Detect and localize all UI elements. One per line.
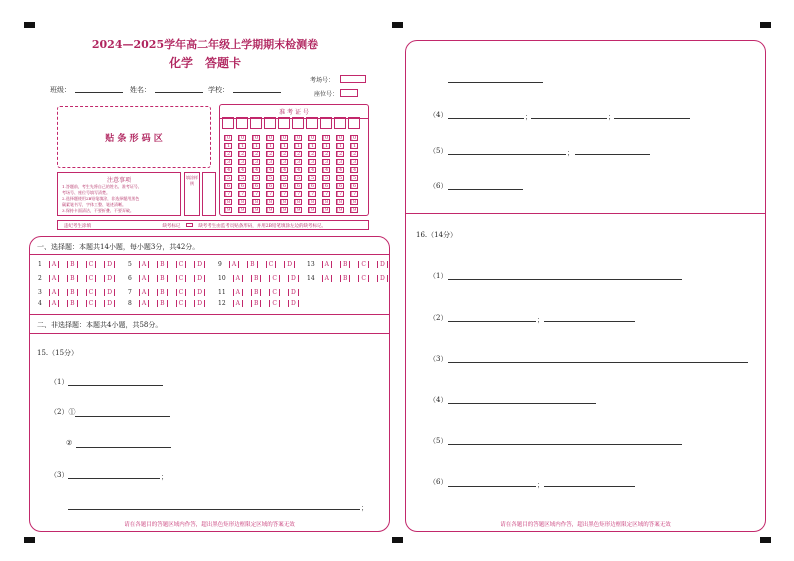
q16-4-answer[interactable] <box>448 403 596 404</box>
id-bubble[interactable]: [7] <box>351 191 359 197</box>
mc-option-D[interactable]: D <box>194 300 205 307</box>
mc-option-C[interactable]: C <box>358 261 369 268</box>
id-bubble[interactable]: [2] <box>309 151 317 157</box>
id-digit-box[interactable] <box>278 117 290 129</box>
mc-option-A[interactable]: A <box>49 289 59 296</box>
mc-option-D[interactable]: D <box>104 275 115 282</box>
id-bubble[interactable]: [9] <box>309 207 317 213</box>
mc-option-B[interactable]: B <box>340 275 350 282</box>
mc-option-A[interactable]: A <box>322 261 332 268</box>
mc-question-2 <box>38 275 119 282</box>
mc-option-B[interactable]: B <box>251 289 261 296</box>
id-bubble[interactable]: [7] <box>225 191 233 197</box>
corner-mark <box>24 537 35 543</box>
mc-option-B[interactable]: B <box>157 289 167 296</box>
id-bubble[interactable]: [7] <box>253 191 261 197</box>
mc-option-D[interactable]: D <box>288 300 299 307</box>
q15-1-label: （1） <box>50 378 69 386</box>
id-bubble[interactable]: [2] <box>239 151 247 157</box>
mc-option-A[interactable]: A <box>233 300 243 307</box>
id-bubble[interactable]: [6] <box>295 183 303 189</box>
mc-question-1 <box>38 261 119 268</box>
mc-question-4 <box>38 300 119 307</box>
q16-label: 16.（14分） <box>416 231 458 239</box>
id-bubble[interactable]: [1] <box>239 143 247 149</box>
id-digit-box[interactable] <box>264 117 276 129</box>
notes-line: 考场号、座位号填写清楚。 <box>62 190 110 195</box>
mc-number: 9 <box>218 261 222 268</box>
id-bubble[interactable]: [8] <box>309 199 317 205</box>
id-bubble[interactable]: [8] <box>281 199 289 205</box>
mc-option-A[interactable]: A <box>139 275 149 282</box>
semicolon: ； <box>361 504 368 512</box>
q15-5-label: （5） <box>429 147 448 155</box>
id-bubble[interactable]: [8] <box>323 199 331 205</box>
q16-1-label: （1） <box>429 272 448 280</box>
id-bubble[interactable]: [7] <box>337 191 345 197</box>
barcode-area <box>57 106 211 168</box>
id-bubble[interactable]: [1] <box>337 143 345 149</box>
corner-mark <box>24 22 35 28</box>
q16-5-answer[interactable] <box>448 444 682 445</box>
mc-option-A[interactable]: A <box>233 275 243 282</box>
q15-2b-label: ② <box>66 439 73 447</box>
mc-option-B[interactable]: B <box>67 261 77 268</box>
id-bubble[interactable]: [2] <box>351 151 359 157</box>
q15-4a-answer[interactable] <box>448 118 524 119</box>
id-bubble[interactable]: [3] <box>323 159 331 165</box>
id-bubble[interactable]: [9] <box>225 207 233 213</box>
id-bubble[interactable]: [7] <box>267 191 275 197</box>
id-bubble[interactable]: [2] <box>323 151 331 157</box>
q15-5a-answer[interactable] <box>448 154 566 155</box>
id-bubble[interactable]: [3] <box>351 159 359 165</box>
id-bubble[interactable]: [9] <box>295 207 303 213</box>
corner-mark <box>760 22 771 28</box>
mc-option-C[interactable]: C <box>86 261 97 268</box>
id-bubble[interactable]: [4] <box>337 167 345 173</box>
footer-note: 请在各题目的答题区域内作答，超出黑色矩形边框限定区域的答案无效 <box>124 522 295 528</box>
mc-question-13 <box>307 261 392 268</box>
notes-text <box>58 184 180 214</box>
id-bubble[interactable]: [8] <box>239 199 247 205</box>
footer-note: 请在各题目的答题区域内作答，超出黑色矩形边框限定区域的答案无效 <box>500 522 671 528</box>
mc-option-C[interactable]: C <box>269 300 280 307</box>
id-bubble[interactable]: [3] <box>239 159 247 165</box>
notes-line: 1.答题前，考生先将自己的姓名、准考证号、 <box>62 184 142 189</box>
mc-option-B[interactable]: B <box>247 261 257 268</box>
id-bubble[interactable]: [5] <box>309 175 317 181</box>
id-digit-box[interactable] <box>306 117 318 129</box>
id-bubble[interactable]: [2] <box>225 151 233 157</box>
id-bubble[interactable]: [3] <box>295 159 303 165</box>
id-bubble[interactable]: [4] <box>239 167 247 173</box>
id-bubble[interactable]: [4] <box>225 167 233 173</box>
id-bubble[interactable]: [6] <box>239 183 247 189</box>
id-digit-box[interactable] <box>236 117 248 129</box>
mc-question-8 <box>128 300 209 307</box>
mc-option-C[interactable]: C <box>86 275 97 282</box>
corner-mark <box>392 537 403 543</box>
divider <box>30 314 389 315</box>
id-bubble[interactable]: [5] <box>267 175 275 181</box>
id-bubble[interactable]: [5] <box>295 175 303 181</box>
mc-option-D[interactable]: D <box>377 261 388 268</box>
notes-line: 3.保持卡面清洁，不要折叠、不要弄破。 <box>62 208 134 213</box>
id-bubble[interactable]: [4] <box>351 167 359 173</box>
mc-option-B[interactable]: B <box>251 275 261 282</box>
q15-label: 15.（15分） <box>37 349 79 357</box>
id-bubble[interactable]: [1] <box>267 143 275 149</box>
id-bubble[interactable]: [5] <box>253 175 261 181</box>
id-bubble[interactable]: [8] <box>253 199 261 205</box>
divider <box>406 213 765 214</box>
id-label: 准 考 证 号 <box>220 107 368 119</box>
id-bubble[interactable]: [9] <box>351 207 359 213</box>
id-bubble[interactable]: [1] <box>295 143 303 149</box>
id-bubble[interactable]: [0] <box>281 135 289 141</box>
mc-option-A[interactable]: A <box>229 261 239 268</box>
q15-2a-answer[interactable] <box>75 416 170 417</box>
notes-title: 注意事项 <box>106 177 131 184</box>
id-bubble[interactable]: [6] <box>337 183 345 189</box>
semicolon: ； <box>567 149 574 157</box>
q15-4b-answer[interactable] <box>531 118 607 119</box>
id-bubble[interactable]: [2] <box>253 151 261 157</box>
mc-option-B[interactable]: B <box>157 300 167 307</box>
divider <box>30 254 389 255</box>
section2-title: 二、非选择题：本题共4小题，共58分。 <box>37 321 163 329</box>
id-bubble[interactable]: [5] <box>239 175 247 181</box>
q15-6-answer[interactable] <box>448 189 523 190</box>
id-bubble[interactable]: [6] <box>253 183 261 189</box>
id-bubble[interactable]: [6] <box>281 183 289 189</box>
id-bubble[interactable]: [8] <box>337 199 345 205</box>
mc-option-C[interactable]: C <box>269 275 280 282</box>
q15-4c-answer[interactable] <box>614 118 690 119</box>
q15-2-label: （2）① <box>50 408 76 416</box>
mc-number: 4 <box>38 300 42 307</box>
mc-number: 3 <box>38 289 42 296</box>
mc-option-A[interactable]: A <box>49 300 59 307</box>
semicolon: ； <box>161 473 168 481</box>
mc-number: 8 <box>128 300 132 307</box>
divider <box>30 333 389 334</box>
name-label: 姓名： <box>130 86 151 94</box>
id-digit-box[interactable] <box>292 117 304 129</box>
id-bubble[interactable]: [6] <box>267 183 275 189</box>
exam-title: 2024—2025学年高二年级上学期期末检测卷 <box>91 38 319 51</box>
id-bubble[interactable]: [4] <box>253 167 261 173</box>
mc-option-D[interactable]: D <box>288 275 299 282</box>
semicolon: ； <box>525 113 532 121</box>
id-bubble[interactable]: [0] <box>337 135 345 141</box>
notes-line: 2.选择题使用2B铅笔填涂，非选择题用黑色 <box>62 196 140 201</box>
exam-room-box[interactable] <box>340 75 366 83</box>
id-bubble[interactable]: [2] <box>267 151 275 157</box>
mc-option-A[interactable]: A <box>322 275 332 282</box>
q16-3-answer[interactable] <box>448 362 748 363</box>
id-bubble[interactable]: [0] <box>351 135 359 141</box>
q16-6b-answer[interactable] <box>544 486 635 487</box>
semicolon: ； <box>608 113 615 121</box>
mc-question-3 <box>38 289 119 296</box>
seat-label: 座位号： <box>314 91 339 98</box>
id-bubble[interactable]: [0] <box>267 135 275 141</box>
exam-room-label: 考场号： <box>310 77 335 84</box>
id-digit-box[interactable] <box>250 117 262 129</box>
id-bubble[interactable]: [0] <box>253 135 261 141</box>
mc-option-B[interactable]: B <box>251 300 261 307</box>
id-bubble[interactable]: [8] <box>351 199 359 205</box>
id-bubble[interactable]: [8] <box>295 199 303 205</box>
mc-option-A[interactable]: A <box>139 300 149 307</box>
absent-note: 缺考考生由监考员贴条形码，并用2B铅笔填涂左边的缺考标记。 <box>198 224 326 229</box>
semicolon: ； <box>537 316 544 324</box>
mc-number: 12 <box>218 300 226 307</box>
q15-4-label: （4） <box>429 111 448 119</box>
right-answer-panel <box>405 40 766 532</box>
mc-option-C[interactable]: C <box>269 289 280 296</box>
seat-box[interactable] <box>340 89 358 97</box>
id-bubble[interactable]: [8] <box>267 199 275 205</box>
id-bubble[interactable]: [6] <box>351 183 359 189</box>
violation-strip <box>57 220 369 230</box>
mc-question-6 <box>128 275 209 282</box>
id-bubble[interactable]: [2] <box>281 151 289 157</box>
id-bubble[interactable]: [5] <box>281 175 289 181</box>
id-bubble[interactable]: [8] <box>225 199 233 205</box>
id-bubble[interactable]: [2] <box>295 151 303 157</box>
mc-option-D[interactable]: D <box>284 261 295 268</box>
mc-option-A[interactable]: A <box>49 261 59 268</box>
id-bubble[interactable]: [6] <box>225 183 233 189</box>
section1-title: 一、选择题：本题共14小题，每小题3分，共42分。 <box>37 243 200 251</box>
id-bubble[interactable]: [9] <box>239 207 247 213</box>
id-bubble[interactable]: [1] <box>323 143 331 149</box>
id-bubble[interactable]: [7] <box>309 191 317 197</box>
q16-2b-answer[interactable] <box>544 321 635 322</box>
id-bubble[interactable]: [7] <box>323 191 331 197</box>
mc-option-D[interactable]: D <box>104 300 115 307</box>
mc-question-5 <box>128 261 209 268</box>
id-bubble[interactable]: [3] <box>281 159 289 165</box>
mc-number: 14 <box>307 275 315 282</box>
id-bubble[interactable]: [7] <box>295 191 303 197</box>
mc-option-A[interactable]: A <box>139 261 149 268</box>
q16-6a-answer[interactable] <box>448 486 536 487</box>
mc-number: 5 <box>128 261 132 268</box>
id-bubble[interactable]: [0] <box>239 135 247 141</box>
id-bubble[interactable]: [9] <box>253 207 261 213</box>
mc-option-B[interactable]: B <box>340 261 350 268</box>
q15-3-label: （3） <box>50 471 69 479</box>
q16-1-answer[interactable] <box>448 279 682 280</box>
id-bubble[interactable]: [9] <box>281 207 289 213</box>
id-bubble[interactable]: [7] <box>239 191 247 197</box>
card-subtitle: 化学 答题卡 <box>168 56 241 70</box>
id-bubble[interactable]: [2] <box>337 151 345 157</box>
q15-3b-answer[interactable] <box>68 509 360 510</box>
mc-question-7 <box>128 289 209 296</box>
mc-option-C[interactable]: C <box>176 300 187 307</box>
fill-sample-box <box>184 172 200 216</box>
q15-1-answer[interactable] <box>68 385 163 386</box>
name-field[interactable] <box>155 92 203 93</box>
id-bubble[interactable]: [1] <box>309 143 317 149</box>
q15-6-label: （6） <box>429 182 448 190</box>
id-bubble[interactable]: [3] <box>225 159 233 165</box>
q15-2b-answer[interactable] <box>76 447 171 448</box>
q15-3a-answer[interactable] <box>68 478 160 479</box>
id-bubble[interactable]: [4] <box>309 167 317 173</box>
mc-option-D[interactable]: D <box>104 289 115 296</box>
mc-option-C[interactable]: C <box>176 275 187 282</box>
q15-5b-answer[interactable] <box>575 154 650 155</box>
q16-2-label: （2） <box>429 314 448 322</box>
mc-option-C[interactable]: C <box>176 261 187 268</box>
id-bubble[interactable]: [6] <box>309 183 317 189</box>
mc-option-A[interactable]: A <box>233 289 243 296</box>
id-bubble[interactable]: [1] <box>351 143 359 149</box>
id-bubble[interactable]: [7] <box>281 191 289 197</box>
mc-option-C[interactable]: C <box>86 289 97 296</box>
id-bubble[interactable]: [0] <box>323 135 331 141</box>
q16-5-label: （5） <box>429 437 448 445</box>
mc-option-D[interactable]: D <box>377 275 388 282</box>
mc-option-C[interactable]: C <box>86 300 97 307</box>
id-digit-box[interactable] <box>348 117 360 129</box>
id-bubble[interactable]: [9] <box>267 207 275 213</box>
mc-option-D[interactable]: D <box>194 289 205 296</box>
mc-option-D[interactable]: D <box>194 261 205 268</box>
absent-label: 缺考标记 <box>162 224 181 229</box>
mc-number: 1 <box>38 261 42 268</box>
fill-sample-label: 填涂样例 <box>186 175 198 186</box>
school-label: 学校： <box>208 86 229 94</box>
id-bubble[interactable]: [5] <box>351 175 359 181</box>
violation-label: 违纪考生涂填 <box>64 224 91 229</box>
id-bubble[interactable]: [0] <box>309 135 317 141</box>
id-bubble[interactable]: [1] <box>281 143 289 149</box>
id-bubble[interactable]: [4] <box>281 167 289 173</box>
notes-box <box>57 172 181 216</box>
mc-option-C[interactable]: C <box>266 261 277 268</box>
id-bubble[interactable]: [0] <box>295 135 303 141</box>
mc-option-B[interactable]: B <box>157 261 167 268</box>
q16-6-label: （6） <box>429 478 448 486</box>
mc-option-A[interactable]: A <box>49 275 59 282</box>
mc-option-B[interactable]: B <box>67 289 77 296</box>
mc-option-C[interactable]: C <box>176 289 187 296</box>
mc-option-C[interactable]: C <box>358 275 369 282</box>
corner-mark <box>392 22 403 28</box>
id-bubble[interactable]: [5] <box>337 175 345 181</box>
school-field[interactable] <box>233 92 281 93</box>
mc-question-9 <box>218 261 299 268</box>
class-field[interactable] <box>75 92 123 93</box>
q15-continued-answer[interactable] <box>448 82 543 83</box>
mc-number: 10 <box>218 275 226 282</box>
id-bubble[interactable]: [5] <box>225 175 233 181</box>
barcode-label: 贴 条 形 码 区 <box>105 134 163 144</box>
mc-number: 11 <box>218 289 226 296</box>
absent-checkbox[interactable] <box>186 223 193 227</box>
q16-3-label: （3） <box>429 355 448 363</box>
id-bubble[interactable]: [1] <box>225 143 233 149</box>
mc-question-12 <box>218 300 303 307</box>
id-bubble[interactable]: [3] <box>267 159 275 165</box>
notes-line: 碳素笔书写，字体工整、笔迹清晰。 <box>62 202 126 207</box>
id-bubble[interactable]: [5] <box>323 175 331 181</box>
id-bubble[interactable]: [3] <box>337 159 345 165</box>
mc-number: 7 <box>128 289 132 296</box>
id-digit-box[interactable] <box>320 117 332 129</box>
mc-option-B[interactable]: B <box>67 275 77 282</box>
q16-4-label: （4） <box>429 396 448 404</box>
mc-option-A[interactable]: A <box>139 289 149 296</box>
corner-mark <box>760 537 771 543</box>
id-bubble[interactable]: [9] <box>337 207 345 213</box>
mc-number: 6 <box>128 275 132 282</box>
id-digit-box[interactable] <box>222 117 234 129</box>
id-bubble[interactable]: [0] <box>225 135 233 141</box>
mc-option-D[interactable]: D <box>104 261 115 268</box>
mc-option-D[interactable]: D <box>194 275 205 282</box>
id-bubble[interactable]: [3] <box>253 159 261 165</box>
mc-option-B[interactable]: B <box>157 275 167 282</box>
id-bubble[interactable]: [4] <box>323 167 331 173</box>
id-bubble[interactable]: [9] <box>323 207 331 213</box>
id-bubble[interactable]: [4] <box>295 167 303 173</box>
mc-option-D[interactable]: D <box>288 289 299 296</box>
id-digit-box[interactable] <box>334 117 346 129</box>
id-bubble[interactable]: [1] <box>253 143 261 149</box>
mc-number: 2 <box>38 275 42 282</box>
mc-number: 13 <box>307 261 315 268</box>
id-bubble[interactable]: [6] <box>323 183 331 189</box>
sample-marks <box>202 172 216 216</box>
mc-question-11 <box>218 289 303 296</box>
q16-2a-answer[interactable] <box>448 321 536 322</box>
mc-question-14 <box>307 275 392 282</box>
id-bubble[interactable]: [4] <box>267 167 275 173</box>
class-label: 班级： <box>50 86 71 94</box>
id-bubble[interactable]: [3] <box>309 159 317 165</box>
mc-option-B[interactable]: B <box>67 300 77 307</box>
mc-question-10 <box>218 275 303 282</box>
semicolon: ； <box>537 481 544 489</box>
